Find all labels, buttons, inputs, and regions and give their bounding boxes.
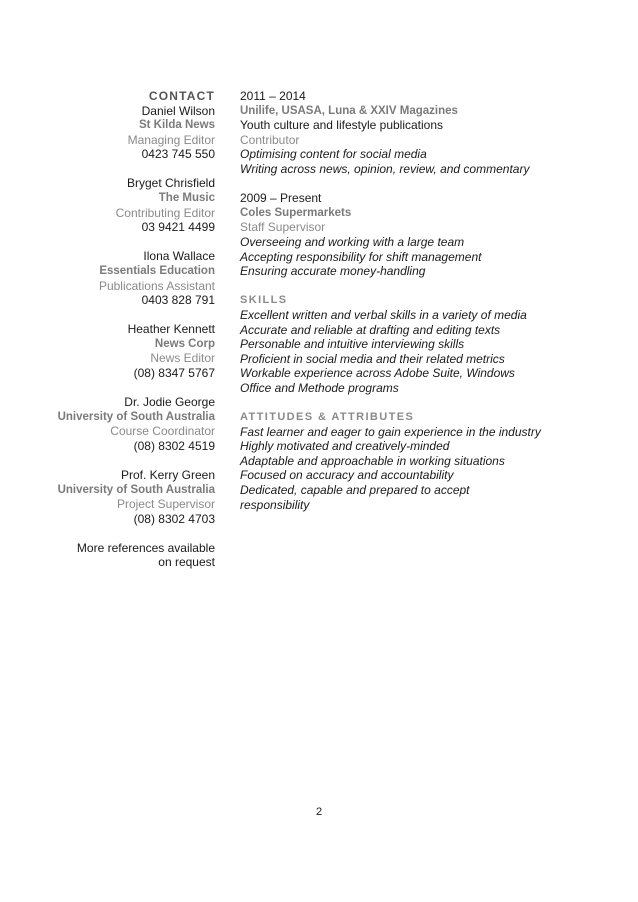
job-entry bbox=[240, 89, 600, 177]
skill-item: Workable experience across Adobe Suite, Windows bbox=[240, 366, 515, 381]
reference-role: Contributing Editor bbox=[115, 205, 215, 220]
more-references-note bbox=[40, 541, 215, 570]
job-duty: Overseeing and working with a large team bbox=[240, 234, 465, 249]
job-duty: Optimising content for social media bbox=[240, 147, 427, 162]
reference-phone: (08) 8302 4519 bbox=[133, 438, 215, 453]
experience-column bbox=[240, 89, 600, 527]
attitude-item: Fast learner and eager to gain experience in the industry bbox=[240, 424, 541, 439]
job-duty: Accepting responsibility for shift management bbox=[240, 249, 482, 264]
reference-phone: 0403 828 791 bbox=[141, 293, 215, 308]
attitude-item: Focused on accuracy and accountability bbox=[240, 468, 454, 483]
reference-phone: (08) 8347 5767 bbox=[133, 366, 215, 380]
attitude-item: Dedicated, capable and prepared to accept bbox=[240, 483, 470, 498]
reference-phone: 03 9421 4499 bbox=[141, 220, 215, 235]
contact-heading: CONTACT bbox=[148, 89, 215, 103]
reference-org: University of South Australia bbox=[57, 483, 215, 496]
contact-column bbox=[40, 89, 215, 570]
reference-role: Project Supervisor bbox=[116, 497, 215, 512]
attitudes-heading: ATTITUDES & ATTRIBUTES bbox=[240, 411, 415, 424]
reference-entry bbox=[40, 249, 215, 307]
job-entry bbox=[240, 191, 600, 279]
skill-item: Personable and intuitive interviewing skills bbox=[240, 337, 465, 352]
job-title: Contributor bbox=[240, 132, 300, 147]
attitude-item: Highly motivated and creatively-minded bbox=[240, 439, 450, 454]
reference-role: Publications Assistant bbox=[98, 278, 215, 293]
reference-entry bbox=[40, 395, 215, 453]
job-dates: 2011 – 2014 bbox=[240, 89, 306, 103]
reference-entry bbox=[40, 468, 215, 526]
reference-org: The Music bbox=[158, 192, 215, 205]
job-title: Staff Supervisor bbox=[240, 220, 326, 235]
reference-name: Daniel Wilson bbox=[141, 103, 215, 118]
reference-entry bbox=[40, 104, 215, 162]
reference-phone: (08) 8302 4703 bbox=[133, 511, 215, 526]
reference-org: St Kilda News bbox=[138, 119, 215, 132]
reference-role: News Editor bbox=[150, 351, 215, 366]
job-company: Unilife, USASA, Luna & XXIV Magazines bbox=[240, 104, 458, 117]
job-dates: 2009 – Present bbox=[240, 191, 322, 206]
skill-item: Accurate and reliable at drafting and editing texts bbox=[240, 322, 501, 337]
reference-org: Essentials Education bbox=[99, 264, 215, 277]
attitude-item: responsibility bbox=[240, 497, 310, 512]
reference-role: Managing Editor bbox=[127, 132, 215, 147]
reference-name: Dr. Jodie George bbox=[124, 395, 215, 410]
reference-entry bbox=[40, 322, 215, 380]
skill-item: Office and Methode programs bbox=[240, 380, 399, 395]
job-description: Youth culture and lifestyle publications bbox=[240, 118, 444, 133]
job-duty: Ensuring accurate money-handling bbox=[240, 264, 426, 279]
skills-heading: SKILLS bbox=[240, 294, 288, 307]
reference-name: Bryget Chrisfield bbox=[126, 176, 215, 191]
reference-name: Prof. Kerry Green bbox=[120, 467, 215, 482]
reference-name: Heather Kennett bbox=[127, 322, 215, 337]
page-number: 2 bbox=[315, 806, 323, 818]
skill-item: Proficient in social media and their related metrics bbox=[240, 351, 505, 366]
reference-role: Course Coordinator bbox=[110, 424, 215, 439]
more-references-line: More references available bbox=[76, 540, 215, 555]
more-references-line: on request bbox=[158, 555, 215, 570]
job-duty: Writing across news, opinion, review, and commentary bbox=[240, 161, 530, 176]
attitudes-section bbox=[240, 410, 600, 512]
reference-name: Ilona Wallace bbox=[143, 249, 215, 264]
reference-phone: 0423 745 550 bbox=[141, 147, 215, 162]
reference-org: University of South Australia bbox=[57, 410, 215, 423]
attitude-item: Adaptable and approachable in working situations bbox=[240, 453, 505, 468]
skill-item: Excellent written and verbal skills in a variety of media bbox=[240, 307, 527, 322]
reference-org: News Corp bbox=[154, 337, 215, 350]
skills-section bbox=[240, 293, 600, 395]
job-company: Coles Supermarkets bbox=[240, 206, 352, 219]
reference-entry bbox=[40, 176, 215, 234]
